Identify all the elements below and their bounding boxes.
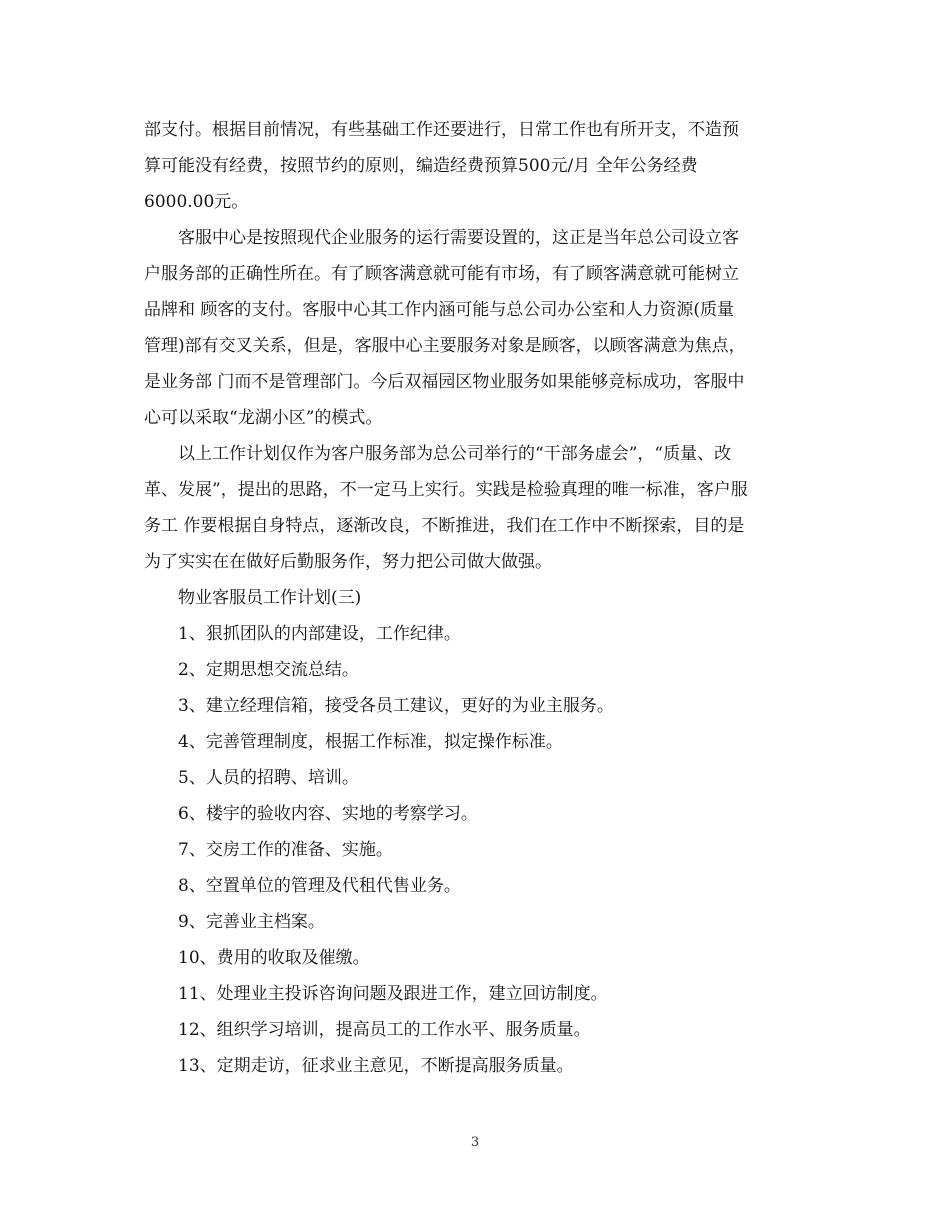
- list-item: 2、定期思想交流总结。: [178, 660, 359, 680]
- list-item: 12、组织学习培训，提高员工的工作水平、服务质量。: [178, 1020, 591, 1040]
- paragraph-line: 务工 作要根据自身特点，逐渐改良，不断推进，我们在工作中不断探索，目的是: [144, 516, 745, 536]
- paragraph-line: 户服务部的正确性所在。有了顾客满意就可能有市场，有了顾客满意就可能树立: [144, 264, 739, 284]
- paragraph-line: 为了实实在在做好后勤服务作，努力把公司做大做强。: [144, 552, 552, 572]
- paragraph-line: 管理)部有交叉关系，但是，客服中心主要服务对象是顾客，以顾客满意为焦点，: [144, 336, 746, 356]
- paragraph-line: 革、发展”，提出的思路，不一定马上实行。实践是检验真理的唯一标准，客户服: [144, 480, 748, 500]
- list-item: 8、空置单位的管理及代租代售业务。: [178, 876, 461, 896]
- section-title: 物业客服员工作计划(三): [178, 588, 362, 608]
- paragraph-line: 客服中心是按照现代企业服务的运行需要设置的，这正是当年总公司设立客: [178, 228, 739, 248]
- paragraph-budget: [144, 112, 804, 220]
- paragraph-line: 是业务部 门而不是管理部门。今后双福园区物业服务如果能够竞标成功，客服中: [144, 372, 745, 392]
- page-number: 3: [470, 1135, 480, 1150]
- list-item: 11、处理业主投诉咨询问题及跟进工作，建立回访制度。: [178, 984, 608, 1004]
- list-item: 10、费用的收取及催缴。: [178, 948, 370, 968]
- paragraph-line: 6000.00元。: [144, 192, 249, 212]
- list-item: 13、定期走访，征求业主意见，不断提高服务质量。: [178, 1056, 574, 1076]
- paragraph-line: 算可能没有经费，按照节约的原则，编造经费预算500元/月 全年公务经费: [144, 156, 698, 176]
- list-item: 6、楼宇的验收内容、实地的考察学习。: [178, 804, 478, 824]
- list-item: 3、建立经理信箱，接受各员工建议，更好的为业主服务。: [178, 696, 614, 716]
- document-body: [144, 112, 804, 1084]
- list-item: 9、完善业主档案。: [178, 912, 325, 932]
- paragraph-summary: [144, 436, 804, 580]
- list-item: 1、狠抓团队的内部建设，工作纪律。: [178, 624, 461, 644]
- list-item: 4、完善管理制度，根据工作标准，拟定操作标准。: [178, 732, 563, 752]
- list-item: 5、人员的招聘、培训。: [178, 768, 359, 788]
- list-item: 7、交房工作的准备、实施。: [178, 840, 393, 860]
- paragraph-line: 部支付。根据目前情况，有些基础工作还要进行，日常工作也有所开支，不造预: [144, 120, 739, 140]
- paragraph-service-center: [144, 220, 804, 436]
- paragraph-line: 心可以采取“龙湖小区”的模式。: [144, 408, 383, 428]
- paragraph-line: 以上工作计划仅作为客户服务部为总公司举行的“干部务虚会”，“质量、改: [178, 444, 732, 464]
- paragraph-line: 品牌和 顾客的支付。客服中心其工作内涵可能与总公司办公室和人力资源(质量: [144, 300, 735, 320]
